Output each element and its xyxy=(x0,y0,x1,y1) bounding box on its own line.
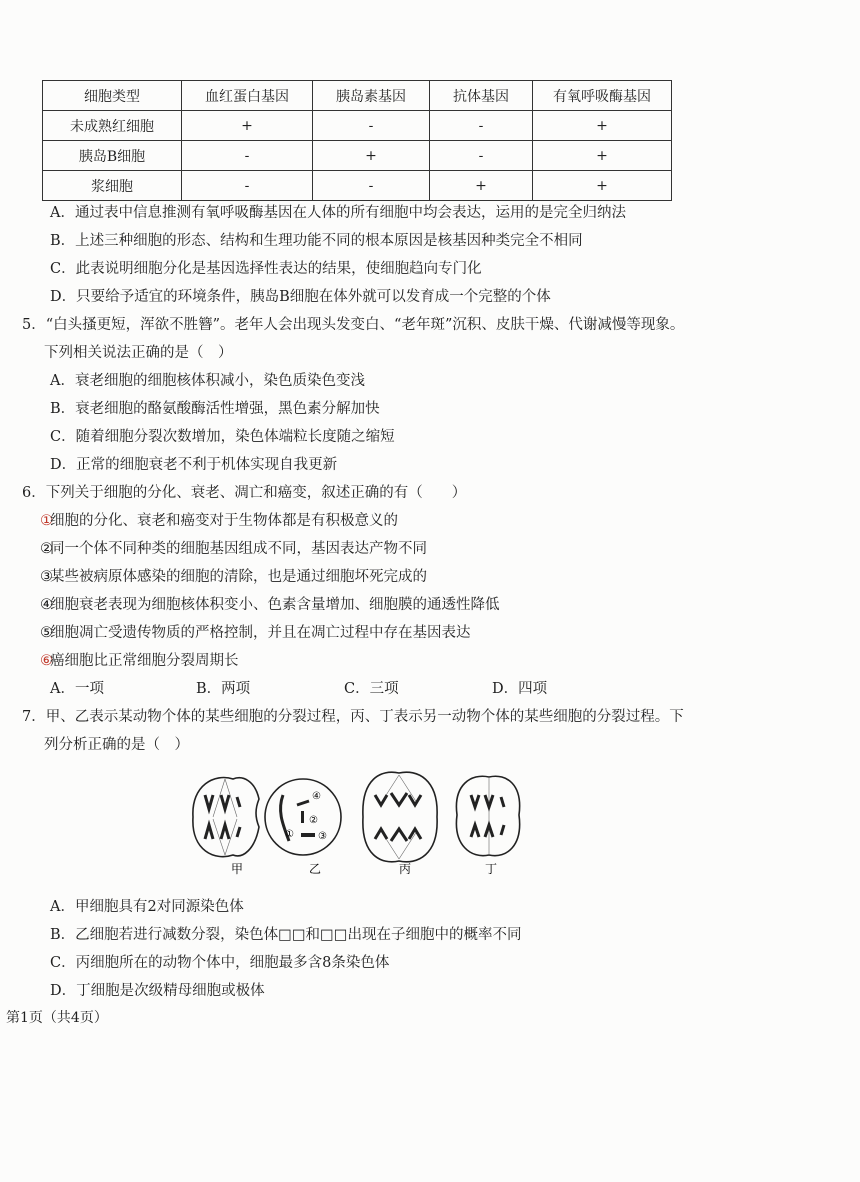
table-cell: - xyxy=(313,171,430,201)
q7-stem: 7．甲、乙表示某动物个体的某些细胞的分裂过程，丙、丁表示另一动物个体的某些细胞的分裂过程。下 xyxy=(22,709,684,725)
statement-text: 同一个体不同种类的细胞基因组成不同，基因表达产物不同 xyxy=(50,541,427,557)
table-row xyxy=(43,141,672,171)
handwritten-mark: ② xyxy=(40,541,53,557)
statement-text: 细胞衰老表现为细胞核体积变小、色素含量增加、细胞膜的通透性降低 xyxy=(50,597,500,613)
cell-ding xyxy=(456,776,519,855)
q7-option-a: A．甲细胞具有2对同源染色体 xyxy=(50,899,244,915)
cell-jia xyxy=(193,778,259,857)
figure-label: 丁 xyxy=(485,862,498,876)
table-header-row xyxy=(43,81,672,111)
q5-stem: 5．“白头搔更短，浑欲不胜簪”。老年人会出现头发变白、“老年斑”沉积、皮肤干燥、代谢减慢等现象。 xyxy=(22,317,685,333)
statement-text: 细胞的分化、衰老和癌变对于生物体都是有积极意义的 xyxy=(50,513,398,529)
q6-statement xyxy=(40,595,500,615)
chromosome-label: ③ xyxy=(318,831,327,842)
handwritten-mark: ⑤ xyxy=(40,625,53,641)
cell-division-figure xyxy=(185,765,540,877)
statement-text: 癌细胞比正常细胞分裂周期长 xyxy=(50,653,239,669)
q6-stem: 6．下列关于细胞的分化、衰老、凋亡和癌变，叙述正确的有（ ） xyxy=(22,485,467,501)
chromosome-label: ② xyxy=(309,815,318,826)
chromosome-label: ④ xyxy=(312,791,321,802)
table-cell: 浆细胞 xyxy=(43,171,182,201)
handwritten-mark: ④ xyxy=(40,597,53,613)
handwritten-mark: ⑥ xyxy=(40,653,53,669)
table-cell: 胰岛B细胞 xyxy=(43,141,182,171)
q4-option-b: B．上述三种细胞的形态、结构和生理功能不同的根本原因是核基因种类完全不相同 xyxy=(50,233,583,249)
q5-option-d: D．正常的细胞衰老不利于机体实现自我更新 xyxy=(50,457,338,473)
figure-label: 甲 xyxy=(231,862,244,876)
table-cell: + xyxy=(533,171,672,201)
table-row xyxy=(43,111,672,141)
table-cell: + xyxy=(533,111,672,141)
table-cell: 未成熟红细胞 xyxy=(43,111,182,141)
q6-option-a: A．一项 xyxy=(50,681,104,697)
q5-stem-continued: 下列相关说法正确的是（ ） xyxy=(44,345,233,361)
table-row xyxy=(43,171,672,201)
q5-option-b: B．衰老细胞的酪氨酸酶活性增强，黑色素分解加快 xyxy=(50,401,380,417)
q4-option-d: D．只要给予适宜的环境条件，胰岛B细胞在体外就可以发育成一个完整的个体 xyxy=(50,289,551,305)
chromosome-label: ① xyxy=(285,829,294,840)
table-cell: + xyxy=(182,111,313,141)
cell-yi xyxy=(265,779,341,855)
table-cell: - xyxy=(182,171,313,201)
q6-statement xyxy=(40,567,427,587)
q6-option-d: D．四项 xyxy=(492,681,548,697)
table-header: 血红蛋白基因 xyxy=(182,81,313,111)
table-cell: - xyxy=(182,141,313,171)
statement-text: 某些被病原体感染的细胞的清除，也是通过细胞坏死完成的 xyxy=(50,569,427,585)
q6-statement xyxy=(40,539,427,559)
handwritten-mark: ③ xyxy=(40,569,53,585)
figure-label: 乙 xyxy=(309,862,322,876)
table-header: 抗体基因 xyxy=(430,81,533,111)
table-cell: - xyxy=(430,141,533,171)
gene-expression-table xyxy=(42,80,672,201)
table-cell: - xyxy=(430,111,533,141)
statement-text: 细胞凋亡受遗传物质的严格控制，并且在凋亡过程中存在基因表达 xyxy=(50,625,471,641)
table-cell: + xyxy=(533,141,672,171)
q7-stem-continued: 列分析正确的是（ ） xyxy=(44,737,189,753)
figure-label: 丙 xyxy=(399,862,412,876)
table-header: 有氧呼吸酶基因 xyxy=(533,81,672,111)
q5-option-a: A．衰老细胞的细胞核体积减小，染色质染色变浅 xyxy=(50,373,365,389)
cell-bing xyxy=(363,772,437,862)
q6-option-c: C．三项 xyxy=(344,681,399,697)
q6-statement xyxy=(40,511,398,531)
q4-option-c: C．此表说明细胞分化是基因选择性表达的结果，使细胞趋向专门化 xyxy=(50,261,482,277)
q7-option-d: D．丁细胞是次级精母细胞或极体 xyxy=(50,983,265,999)
table-cell: + xyxy=(313,141,430,171)
table-header: 细胞类型 xyxy=(43,81,182,111)
table-header: 胰岛素基因 xyxy=(313,81,430,111)
table-cell: - xyxy=(313,111,430,141)
table-cell: + xyxy=(430,171,533,201)
q6-statement xyxy=(40,651,239,671)
q6-statement xyxy=(40,623,471,643)
page-number: 第1页（共4页） xyxy=(6,1010,108,1026)
q6-option-b: B．两项 xyxy=(196,681,251,697)
q7-option-b: B．乙细胞若进行减数分裂，染色体□□和□□出现在子细胞中的概率不同 xyxy=(50,927,522,943)
q7-option-c: C．丙细胞所在的动物个体中，细胞最多含8条染色体 xyxy=(50,955,390,971)
handwritten-mark: ① xyxy=(40,513,53,529)
q5-option-c: C．随着细胞分裂次数增加，染色体端粒长度随之缩短 xyxy=(50,429,395,445)
q4-option-a: A．通过表中信息推测有氧呼吸酶基因在人体的所有细胞中均会表达，运用的是完全归纳法 xyxy=(50,205,626,221)
